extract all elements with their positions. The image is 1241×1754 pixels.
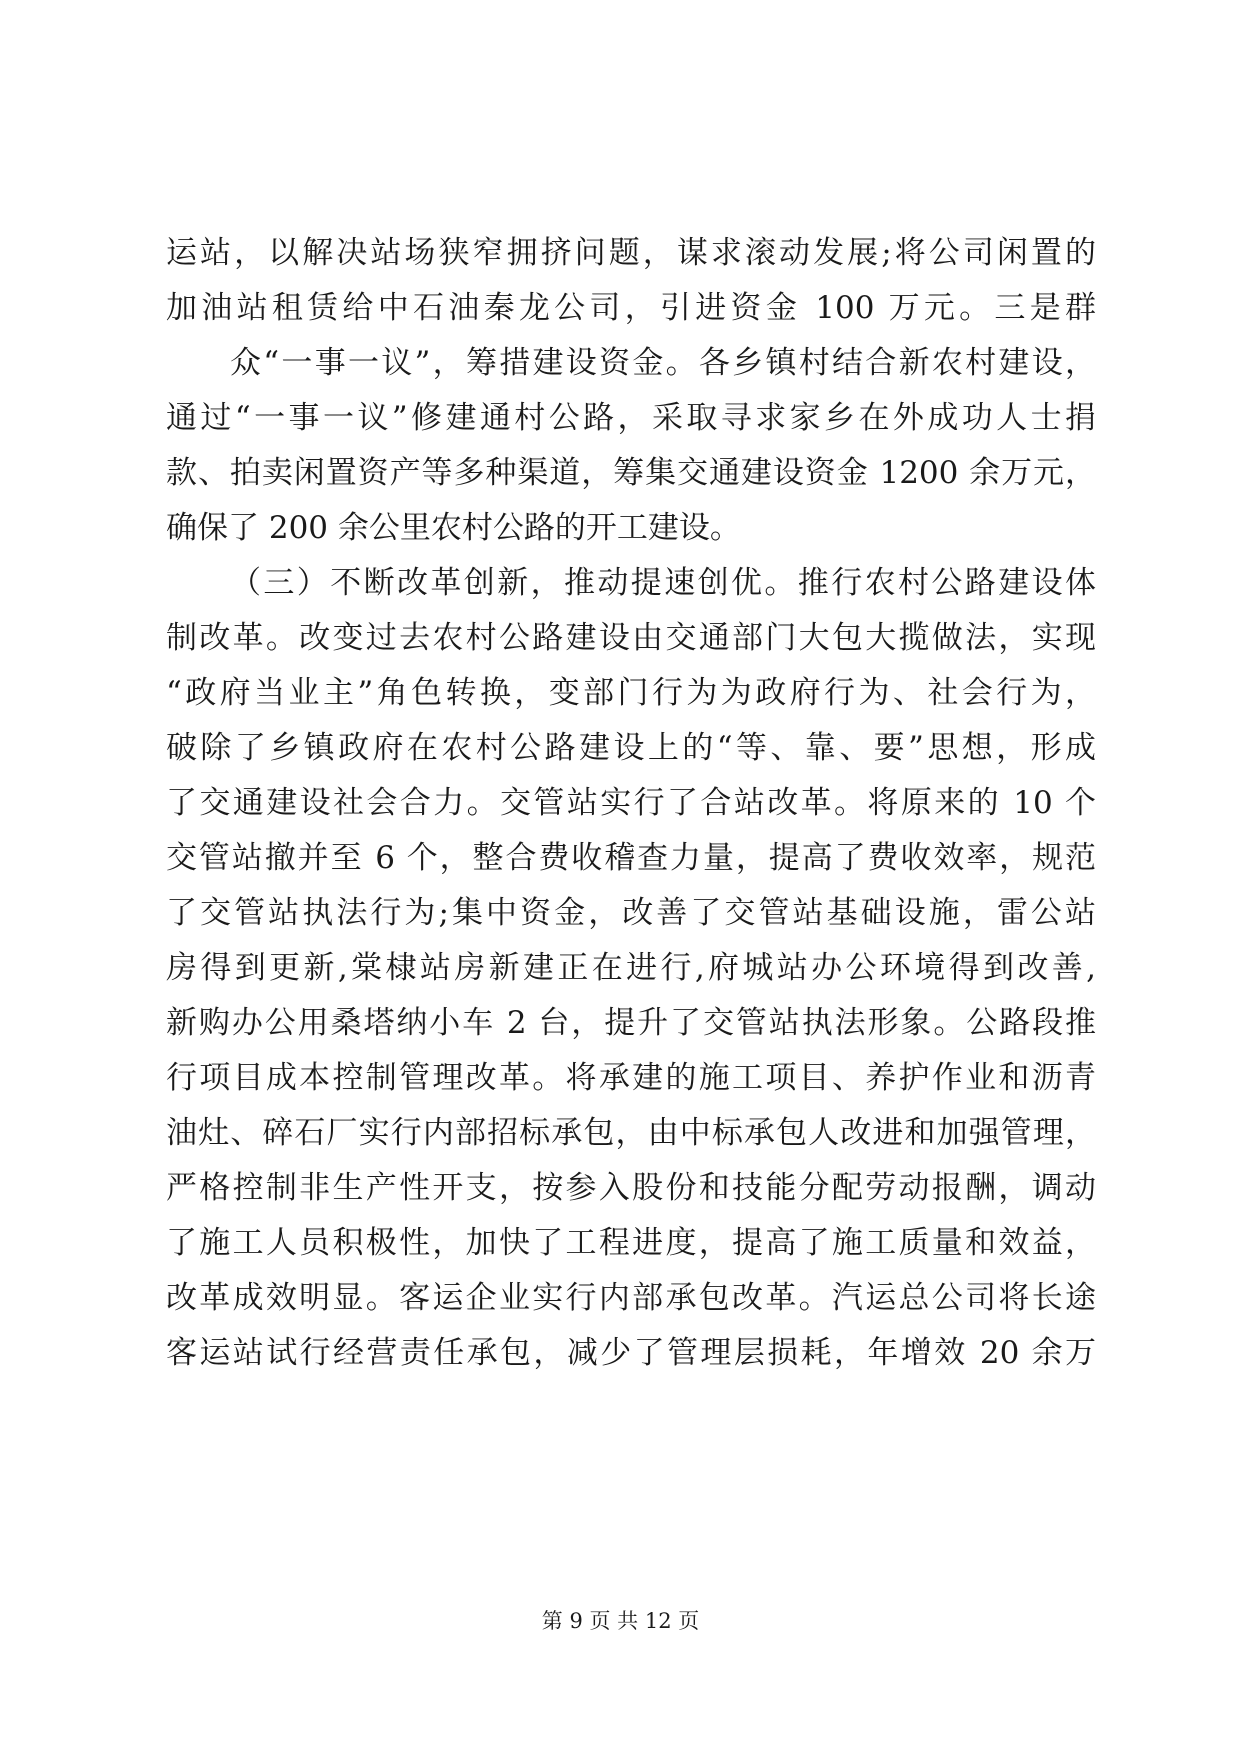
text-line: 制改革。改变过去农村公路建设由交通部门大包大揽做法，实现: [166, 620, 1096, 656]
text-line: “政府当业主”角色转换，变部门行为为政府行为、社会行为，: [166, 675, 1096, 711]
text-line: 油灶、碎石厂实行内部招标承包，由中标承包人改进和加强管理，: [166, 1115, 1096, 1151]
text-line: 房得到更新,棠棣站房新建正在进行,府城站办公环境得到改善,: [166, 950, 1096, 986]
page-footer: 第 9 页 共 12 页: [541, 1609, 700, 1633]
body-text: [166, 226, 1096, 1381]
text-line: 交管站撤并至 6 个，整合费收稽查力量，提高了费收效率，规范: [166, 840, 1096, 876]
text-line: 运站，以解决站场狭窄拥挤问题，谋求滚动发展;将公司闲置的: [166, 235, 1096, 271]
text-line: （三）不断改革创新，推动提速创优。推行农村公路建设体: [230, 565, 1096, 601]
text-line: 严格控制非生产性开支，按参入股份和技能分配劳动报酬，调动: [166, 1170, 1096, 1206]
text-line: 了交通建设社会合力。交管站实行了合站改革。将原来的 10 个: [166, 785, 1096, 821]
text-line: 客运站试行经营责任承包，减少了管理层损耗，年增效 20 余万: [166, 1335, 1096, 1371]
text-line: 破除了乡镇政府在农村公路建设上的“等、靠、要”思想，形成: [166, 730, 1096, 766]
text-line: 了交管站执法行为;集中资金，改善了交管站基础设施，雷公站: [166, 895, 1096, 931]
text-line: 众“一事一议”，筹措建设资金。各乡镇村结合新农村建设，: [230, 345, 1096, 381]
text-line: 确保了 200 余公里农村公路的开工建设。: [166, 510, 741, 546]
text-line: 新购办公用桑塔纳小车 2 台，提升了交管站执法形象。公路段推: [166, 1005, 1096, 1041]
text-line: 通过“一事一议”修建通村公路，采取寻求家乡在外成功人士捐: [166, 400, 1096, 436]
text-line: 行项目成本控制管理改革。将承建的施工项目、养护作业和沥青: [166, 1060, 1096, 1096]
text-line: 了施工人员积极性，加快了工程进度，提高了施工质量和效益，: [166, 1225, 1096, 1261]
text-line: 款、拍卖闲置资产等多种渠道，筹集交通建设资金 1200 余万元，: [166, 455, 1096, 491]
text-line: 改革成效明显。客运企业实行内部承包改革。汽运总公司将长途: [166, 1280, 1096, 1316]
text-line: 加油站租赁给中石油秦龙公司，引进资金 100 万元。三是群: [166, 290, 1096, 326]
